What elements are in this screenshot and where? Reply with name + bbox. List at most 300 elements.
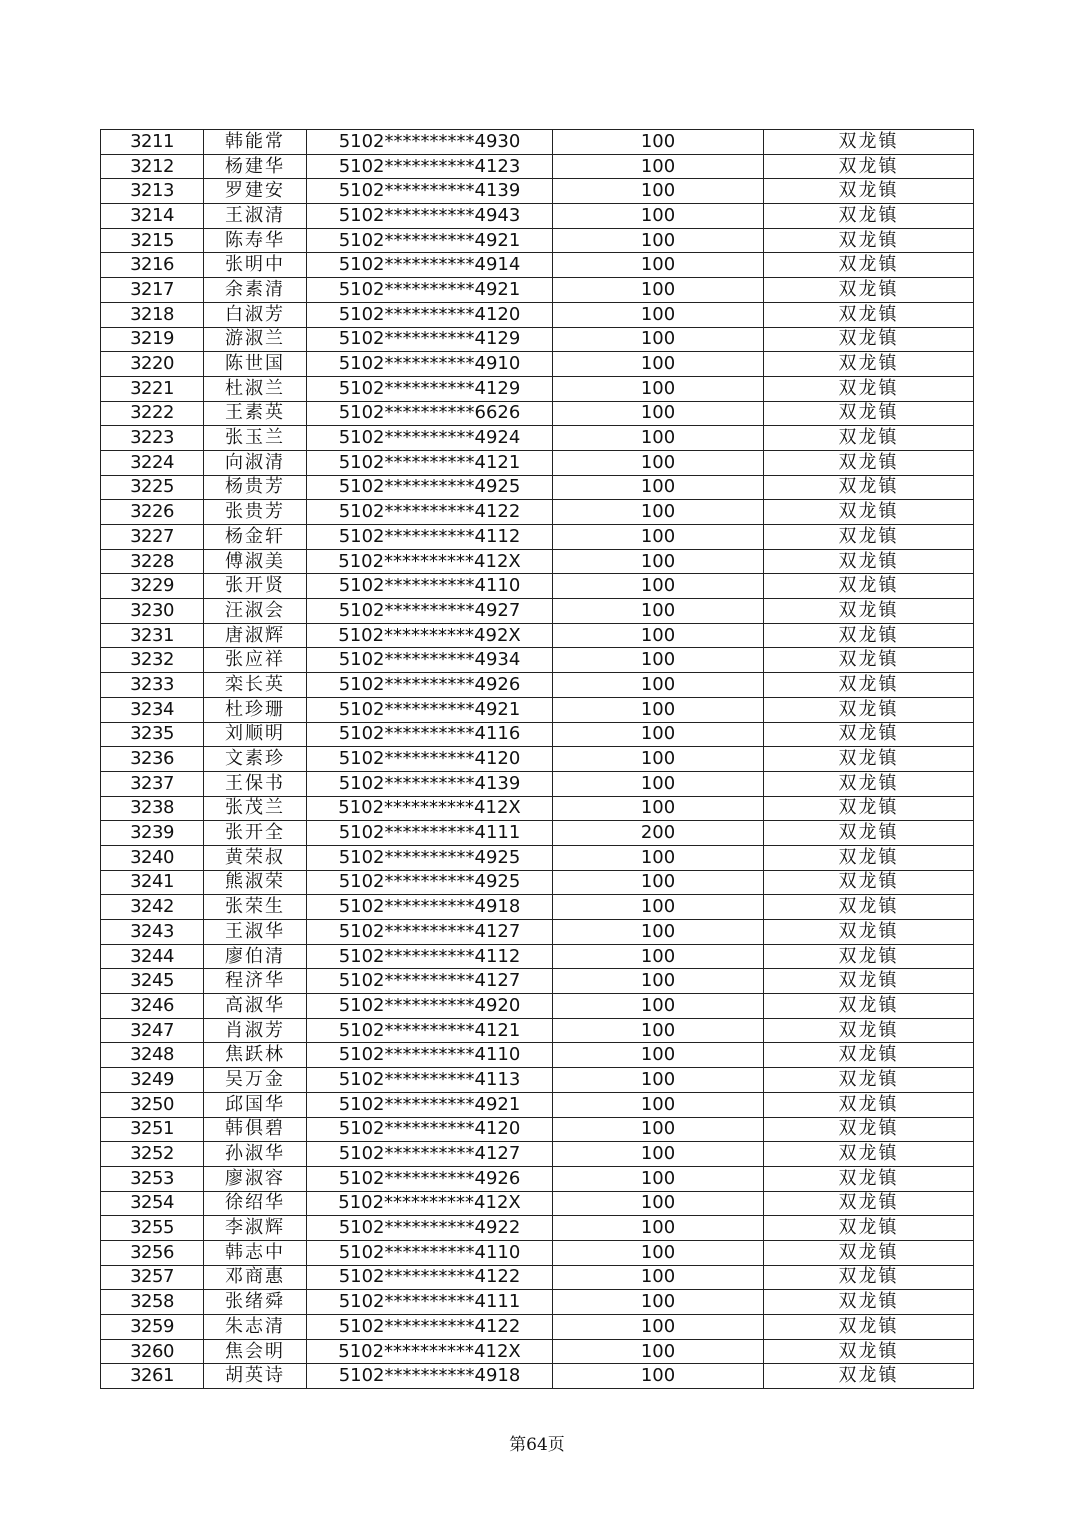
cell-town: 双龙镇	[764, 1166, 974, 1191]
cell-id: 5102**********4930	[307, 130, 553, 155]
cell-id: 5102**********4123	[307, 154, 553, 179]
cell-seq: 3248	[101, 1043, 204, 1068]
cell-amount: 100	[553, 426, 764, 451]
table-row	[101, 796, 974, 821]
table-row	[101, 1240, 974, 1265]
cell-seq: 3237	[101, 771, 204, 796]
cell-name: 王淑华	[204, 920, 307, 945]
table-row	[101, 870, 974, 895]
cell-name: 汪淑会	[204, 599, 307, 624]
cell-town: 双龙镇	[764, 722, 974, 747]
cell-town: 双龙镇	[764, 549, 974, 574]
cell-seq: 3236	[101, 747, 204, 772]
cell-name: 张明中	[204, 253, 307, 278]
table-row	[101, 1117, 974, 1142]
cell-id: 5102**********4910	[307, 352, 553, 377]
cell-seq: 3260	[101, 1339, 204, 1364]
cell-id: 5102**********412X	[307, 1191, 553, 1216]
cell-amount: 100	[553, 648, 764, 673]
cell-seq: 3229	[101, 574, 204, 599]
table-row	[101, 228, 974, 253]
cell-amount: 100	[553, 1166, 764, 1191]
cell-seq: 3252	[101, 1142, 204, 1167]
table-row	[101, 697, 974, 722]
cell-name: 白淑芳	[204, 302, 307, 327]
cell-amount: 100	[553, 920, 764, 945]
cell-amount: 100	[553, 1339, 764, 1364]
cell-seq: 3223	[101, 426, 204, 451]
cell-town: 双龙镇	[764, 1240, 974, 1265]
cell-name: 王淑清	[204, 204, 307, 229]
cell-name: 韩能常	[204, 130, 307, 155]
cell-amount: 100	[553, 1142, 764, 1167]
cell-id: 5102**********4914	[307, 253, 553, 278]
table-row	[101, 920, 974, 945]
cell-name: 陈寿华	[204, 228, 307, 253]
cell-name: 张贵芳	[204, 500, 307, 525]
cell-amount: 100	[553, 722, 764, 747]
table-row	[101, 179, 974, 204]
cell-amount: 100	[553, 1068, 764, 1093]
cell-id: 5102**********4924	[307, 426, 553, 451]
cell-id: 5102**********492X	[307, 623, 553, 648]
table-row	[101, 574, 974, 599]
cell-town: 双龙镇	[764, 870, 974, 895]
cell-id: 5102**********4918	[307, 895, 553, 920]
cell-name: 唐淑辉	[204, 623, 307, 648]
cell-seq: 3259	[101, 1315, 204, 1340]
cell-town: 双龙镇	[764, 426, 974, 451]
cell-name: 熊淑荣	[204, 870, 307, 895]
cell-seq: 3220	[101, 352, 204, 377]
table-row	[101, 648, 974, 673]
cell-id: 5102**********4925	[307, 475, 553, 500]
subsidy-table	[100, 129, 974, 1389]
cell-amount: 100	[553, 895, 764, 920]
cell-id: 5102**********4111	[307, 821, 553, 846]
cell-town: 双龙镇	[764, 376, 974, 401]
cell-id: 5102**********4111	[307, 1290, 553, 1315]
table-row	[101, 1290, 974, 1315]
cell-town: 双龙镇	[764, 1117, 974, 1142]
cell-town: 双龙镇	[764, 327, 974, 352]
cell-amount: 100	[553, 673, 764, 698]
cell-id: 5102**********4918	[307, 1364, 553, 1389]
cell-seq: 3213	[101, 179, 204, 204]
cell-town: 双龙镇	[764, 969, 974, 994]
cell-name: 孙淑华	[204, 1142, 307, 1167]
cell-town: 双龙镇	[764, 228, 974, 253]
table-row	[101, 352, 974, 377]
cell-town: 双龙镇	[764, 278, 974, 303]
table-row	[101, 401, 974, 426]
cell-seq: 3249	[101, 1068, 204, 1093]
cell-id: 5102**********4112	[307, 525, 553, 550]
cell-id: 5102**********4120	[307, 302, 553, 327]
cell-id: 5102**********4127	[307, 920, 553, 945]
cell-town: 双龙镇	[764, 697, 974, 722]
cell-town: 双龙镇	[764, 821, 974, 846]
cell-name: 张开全	[204, 821, 307, 846]
cell-id: 5102**********4127	[307, 1142, 553, 1167]
table-row	[101, 994, 974, 1019]
cell-town: 双龙镇	[764, 920, 974, 945]
cell-seq: 3233	[101, 673, 204, 698]
cell-id: 5102**********4120	[307, 747, 553, 772]
cell-name: 刘顺明	[204, 722, 307, 747]
cell-name: 向淑清	[204, 450, 307, 475]
cell-amount: 100	[553, 327, 764, 352]
cell-town: 双龙镇	[764, 204, 974, 229]
cell-name: 张玉兰	[204, 426, 307, 451]
cell-town: 双龙镇	[764, 525, 974, 550]
cell-id: 5102**********6626	[307, 401, 553, 426]
cell-amount: 100	[553, 574, 764, 599]
cell-name: 杨金轩	[204, 525, 307, 550]
cell-seq: 3243	[101, 920, 204, 945]
cell-id: 5102**********4943	[307, 204, 553, 229]
cell-amount: 100	[553, 253, 764, 278]
cell-town: 双龙镇	[764, 1265, 974, 1290]
table-row	[101, 1265, 974, 1290]
table-row	[101, 969, 974, 994]
cell-town: 双龙镇	[764, 1216, 974, 1241]
cell-name: 陈世国	[204, 352, 307, 377]
cell-amount: 100	[553, 204, 764, 229]
table-row	[101, 549, 974, 574]
cell-amount: 100	[553, 1240, 764, 1265]
cell-name: 黄荣叔	[204, 845, 307, 870]
cell-amount: 100	[553, 845, 764, 870]
cell-town: 双龙镇	[764, 179, 974, 204]
cell-id: 5102**********4926	[307, 673, 553, 698]
table-row	[101, 821, 974, 846]
cell-id: 5102**********4110	[307, 1240, 553, 1265]
cell-amount: 100	[553, 969, 764, 994]
cell-town: 双龙镇	[764, 1315, 974, 1340]
cell-name: 文素珍	[204, 747, 307, 772]
cell-town: 双龙镇	[764, 154, 974, 179]
cell-name: 张茂兰	[204, 796, 307, 821]
cell-name: 邱国华	[204, 1092, 307, 1117]
cell-town: 双龙镇	[764, 130, 974, 155]
cell-amount: 100	[553, 1092, 764, 1117]
cell-seq: 3235	[101, 722, 204, 747]
cell-name: 焦跃林	[204, 1043, 307, 1068]
cell-amount: 100	[553, 401, 764, 426]
cell-seq: 3255	[101, 1216, 204, 1241]
cell-seq: 3254	[101, 1191, 204, 1216]
cell-seq: 3217	[101, 278, 204, 303]
cell-town: 双龙镇	[764, 1339, 974, 1364]
table-row	[101, 673, 974, 698]
cell-seq: 3256	[101, 1240, 204, 1265]
cell-town: 双龙镇	[764, 895, 974, 920]
cell-amount: 100	[553, 1216, 764, 1241]
cell-town: 双龙镇	[764, 302, 974, 327]
cell-seq: 3214	[101, 204, 204, 229]
cell-amount: 100	[553, 154, 764, 179]
cell-amount: 100	[553, 1117, 764, 1142]
cell-town: 双龙镇	[764, 450, 974, 475]
cell-seq: 3240	[101, 845, 204, 870]
cell-town: 双龙镇	[764, 944, 974, 969]
cell-id: 5102**********4129	[307, 376, 553, 401]
cell-seq: 3258	[101, 1290, 204, 1315]
cell-amount: 100	[553, 228, 764, 253]
cell-id: 5102**********4129	[307, 327, 553, 352]
cell-seq: 3225	[101, 475, 204, 500]
cell-name: 廖伯清	[204, 944, 307, 969]
cell-name: 朱志清	[204, 1315, 307, 1340]
table-row	[101, 278, 974, 303]
cell-seq: 3250	[101, 1092, 204, 1117]
cell-id: 5102**********4922	[307, 1216, 553, 1241]
cell-amount: 100	[553, 278, 764, 303]
cell-seq: 3238	[101, 796, 204, 821]
cell-name: 胡英诗	[204, 1364, 307, 1389]
cell-id: 5102**********4110	[307, 1043, 553, 1068]
cell-seq: 3247	[101, 1018, 204, 1043]
cell-seq: 3241	[101, 870, 204, 895]
cell-seq: 3242	[101, 895, 204, 920]
table-row	[101, 1216, 974, 1241]
cell-id: 5102**********4122	[307, 1265, 553, 1290]
cell-name: 焦会明	[204, 1339, 307, 1364]
table-row	[101, 1068, 974, 1093]
cell-seq: 3212	[101, 154, 204, 179]
cell-amount: 100	[553, 1018, 764, 1043]
cell-amount: 100	[553, 376, 764, 401]
cell-seq: 3219	[101, 327, 204, 352]
cell-amount: 100	[553, 1043, 764, 1068]
cell-town: 双龙镇	[764, 1068, 974, 1093]
cell-seq: 3239	[101, 821, 204, 846]
cell-amount: 100	[553, 1364, 764, 1389]
cell-name: 张绪舜	[204, 1290, 307, 1315]
cell-id: 5102**********4110	[307, 574, 553, 599]
table-row	[101, 1142, 974, 1167]
table-row	[101, 253, 974, 278]
table-row	[101, 426, 974, 451]
table-row	[101, 747, 974, 772]
table-row	[101, 475, 974, 500]
cell-seq: 3232	[101, 648, 204, 673]
cell-amount: 100	[553, 870, 764, 895]
table-row	[101, 944, 974, 969]
cell-town: 双龙镇	[764, 1290, 974, 1315]
table-row	[101, 1191, 974, 1216]
table-row	[101, 599, 974, 624]
cell-amount: 100	[553, 1265, 764, 1290]
cell-seq: 3215	[101, 228, 204, 253]
cell-name: 高淑华	[204, 994, 307, 1019]
table-row	[101, 525, 974, 550]
table-row	[101, 895, 974, 920]
table-row	[101, 1043, 974, 1068]
cell-name: 程济华	[204, 969, 307, 994]
cell-seq: 3218	[101, 302, 204, 327]
cell-town: 双龙镇	[764, 253, 974, 278]
table-row	[101, 154, 974, 179]
cell-amount: 100	[553, 771, 764, 796]
cell-id: 5102**********4921	[307, 697, 553, 722]
table-row	[101, 722, 974, 747]
cell-town: 双龙镇	[764, 771, 974, 796]
cell-seq: 3246	[101, 994, 204, 1019]
cell-name: 杜淑兰	[204, 376, 307, 401]
cell-name: 李淑辉	[204, 1216, 307, 1241]
table-row	[101, 771, 974, 796]
cell-town: 双龙镇	[764, 747, 974, 772]
table-row	[101, 204, 974, 229]
cell-amount: 100	[553, 500, 764, 525]
cell-name: 杜珍珊	[204, 697, 307, 722]
cell-id: 5102**********4113	[307, 1068, 553, 1093]
cell-seq: 3211	[101, 130, 204, 155]
cell-seq: 3244	[101, 944, 204, 969]
cell-id: 5102**********4925	[307, 845, 553, 870]
table-row	[101, 1339, 974, 1364]
cell-id: 5102**********4139	[307, 771, 553, 796]
cell-id: 5102**********4926	[307, 1166, 553, 1191]
cell-name: 徐绍华	[204, 1191, 307, 1216]
cell-name: 张荣生	[204, 895, 307, 920]
cell-name: 杨贵芳	[204, 475, 307, 500]
cell-name: 游淑兰	[204, 327, 307, 352]
cell-id: 5102**********4120	[307, 1117, 553, 1142]
cell-seq: 3251	[101, 1117, 204, 1142]
cell-id: 5102**********4927	[307, 599, 553, 624]
cell-name: 吴万金	[204, 1068, 307, 1093]
cell-name: 栾长英	[204, 673, 307, 698]
cell-name: 肖淑芳	[204, 1018, 307, 1043]
cell-amount: 100	[553, 1290, 764, 1315]
cell-amount: 100	[553, 994, 764, 1019]
cell-seq: 3261	[101, 1364, 204, 1389]
subsidy-table-body	[101, 130, 974, 1389]
cell-town: 双龙镇	[764, 1191, 974, 1216]
cell-amount: 100	[553, 130, 764, 155]
table-row	[101, 1315, 974, 1340]
cell-name: 邓商惠	[204, 1265, 307, 1290]
cell-id: 5102**********4921	[307, 228, 553, 253]
cell-amount: 200	[553, 821, 764, 846]
table-row	[101, 1092, 974, 1117]
cell-amount: 100	[553, 302, 764, 327]
cell-name: 傅淑美	[204, 549, 307, 574]
cell-id: 5102**********412X	[307, 549, 553, 574]
cell-seq: 3230	[101, 599, 204, 624]
cell-town: 双龙镇	[764, 994, 974, 1019]
cell-name: 杨建华	[204, 154, 307, 179]
cell-id: 5102**********4121	[307, 1018, 553, 1043]
cell-name: 罗建安	[204, 179, 307, 204]
cell-amount: 100	[553, 525, 764, 550]
table-row	[101, 500, 974, 525]
cell-town: 双龙镇	[764, 1043, 974, 1068]
cell-town: 双龙镇	[764, 648, 974, 673]
cell-town: 双龙镇	[764, 401, 974, 426]
cell-amount: 100	[553, 1315, 764, 1340]
cell-town: 双龙镇	[764, 673, 974, 698]
cell-amount: 100	[553, 747, 764, 772]
cell-town: 双龙镇	[764, 475, 974, 500]
table-row	[101, 1166, 974, 1191]
cell-town: 双龙镇	[764, 599, 974, 624]
table-row	[101, 130, 974, 155]
cell-amount: 100	[553, 450, 764, 475]
cell-seq: 3253	[101, 1166, 204, 1191]
table-row	[101, 450, 974, 475]
cell-name: 韩志中	[204, 1240, 307, 1265]
cell-town: 双龙镇	[764, 1364, 974, 1389]
cell-seq: 3221	[101, 376, 204, 401]
cell-id: 5102**********4925	[307, 870, 553, 895]
cell-town: 双龙镇	[764, 574, 974, 599]
cell-amount: 100	[553, 179, 764, 204]
cell-town: 双龙镇	[764, 1018, 974, 1043]
table-row	[101, 376, 974, 401]
cell-id: 5102**********4116	[307, 722, 553, 747]
table-row	[101, 845, 974, 870]
cell-seq: 3228	[101, 549, 204, 574]
cell-amount: 100	[553, 1191, 764, 1216]
cell-seq: 3227	[101, 525, 204, 550]
cell-name: 余素清	[204, 278, 307, 303]
cell-id: 5102**********412X	[307, 796, 553, 821]
cell-id: 5102**********4921	[307, 1092, 553, 1117]
cell-amount: 100	[553, 944, 764, 969]
cell-id: 5102**********4139	[307, 179, 553, 204]
cell-town: 双龙镇	[764, 623, 974, 648]
table-row	[101, 302, 974, 327]
cell-seq: 3216	[101, 253, 204, 278]
cell-amount: 100	[553, 796, 764, 821]
cell-seq: 3231	[101, 623, 204, 648]
cell-amount: 100	[553, 475, 764, 500]
cell-town: 双龙镇	[764, 845, 974, 870]
cell-id: 5102**********4112	[307, 944, 553, 969]
page-number: 第64页	[509, 1435, 565, 1455]
cell-seq: 3234	[101, 697, 204, 722]
cell-seq: 3222	[101, 401, 204, 426]
cell-id: 5102**********4920	[307, 994, 553, 1019]
table-row	[101, 1364, 974, 1389]
cell-town: 双龙镇	[764, 796, 974, 821]
cell-town: 双龙镇	[764, 1142, 974, 1167]
cell-town: 双龙镇	[764, 352, 974, 377]
cell-name: 张开贤	[204, 574, 307, 599]
cell-name: 王保书	[204, 771, 307, 796]
cell-name: 韩俱碧	[204, 1117, 307, 1142]
cell-seq: 3245	[101, 969, 204, 994]
cell-name: 张应祥	[204, 648, 307, 673]
cell-amount: 100	[553, 697, 764, 722]
cell-town: 双龙镇	[764, 1092, 974, 1117]
cell-name: 廖淑容	[204, 1166, 307, 1191]
cell-id: 5102**********4122	[307, 1315, 553, 1340]
table-row	[101, 623, 974, 648]
cell-seq: 3257	[101, 1265, 204, 1290]
cell-id: 5102**********4121	[307, 450, 553, 475]
cell-amount: 100	[553, 599, 764, 624]
cell-id: 5102**********412X	[307, 1339, 553, 1364]
cell-id: 5102**********4921	[307, 278, 553, 303]
cell-amount: 100	[553, 549, 764, 574]
cell-amount: 100	[553, 623, 764, 648]
cell-seq: 3226	[101, 500, 204, 525]
